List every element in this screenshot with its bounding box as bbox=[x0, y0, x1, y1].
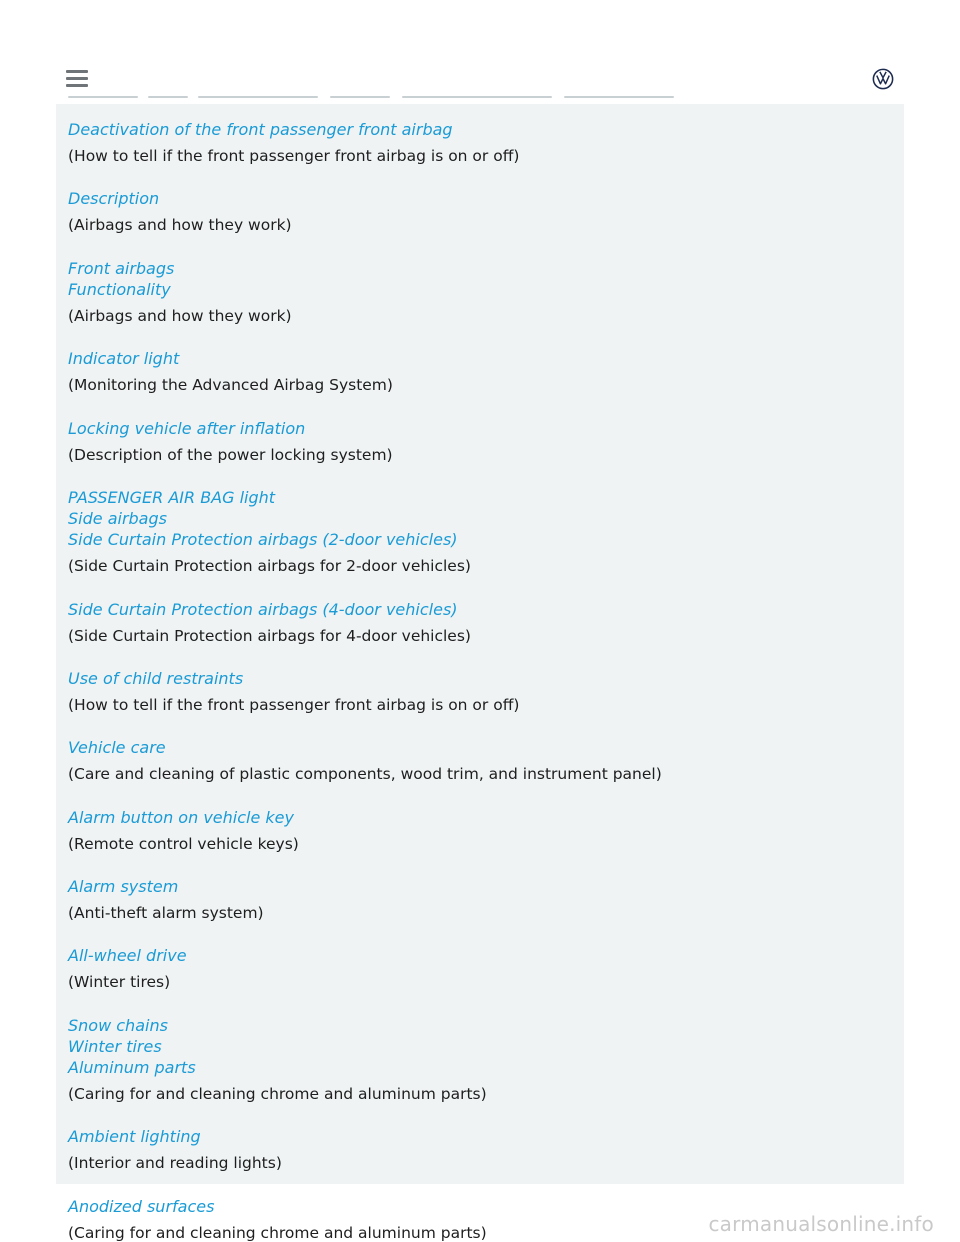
hamburger-menu-icon[interactable] bbox=[66, 69, 88, 89]
index-link[interactable]: Anodized surfaces bbox=[68, 1196, 215, 1216]
index-link[interactable]: Front airbags bbox=[68, 258, 175, 278]
index-link[interactable]: Functionality bbox=[68, 279, 171, 299]
index-description: (Winter tires) bbox=[68, 973, 171, 992]
index-link[interactable]: Vehicle care bbox=[68, 738, 166, 758]
index-link[interactable]: Description bbox=[68, 189, 160, 209]
index-description: (Side Curtain Protection airbags for 2-door vehicles) bbox=[68, 556, 471, 575]
index-link[interactable]: Alarm button on vehicle key bbox=[68, 807, 294, 827]
index-entry bbox=[68, 119, 892, 167]
index-link[interactable]: Winter tires bbox=[68, 1036, 162, 1056]
index-link[interactable]: Locking vehicle after inflation bbox=[68, 418, 306, 438]
index-link[interactable]: Side Curtain Protection airbags (4-door vehicles) bbox=[68, 599, 458, 619]
index-description: (How to tell if the front passenger front airbag is on or off) bbox=[68, 147, 520, 165]
index-link[interactable]: Use of child restraints bbox=[68, 669, 244, 688]
index-entry bbox=[68, 1015, 892, 1105]
index-link[interactable]: Ambient lighting bbox=[68, 1127, 201, 1147]
top-bar bbox=[56, 56, 904, 105]
index-entry bbox=[68, 418, 892, 466]
index-description: (Monitoring the Advanced Airbag System) bbox=[68, 376, 393, 395]
index-entry bbox=[68, 188, 892, 236]
index-description: (Airbags and how they work) bbox=[68, 216, 292, 235]
index-link[interactable]: All-wheel drive bbox=[68, 946, 187, 966]
index-link[interactable]: Side airbags bbox=[68, 508, 167, 528]
index-entry bbox=[68, 348, 892, 396]
index-description: (Side Curtain Protection airbags for 4-door vehicles) bbox=[68, 626, 471, 645]
index-description: (Remote control vehicle keys) bbox=[68, 834, 299, 853]
index-description: (Care and cleaning of plastic components, wood trim, and instrument panel) bbox=[68, 765, 662, 784]
index-description: (Caring for and cleaning chrome and aluminum parts) bbox=[68, 1223, 487, 1242]
index-entry bbox=[68, 945, 892, 993]
index-link[interactable]: Indicator light bbox=[68, 349, 180, 369]
index-entry bbox=[68, 599, 892, 647]
index-entry bbox=[68, 807, 892, 855]
index-entry bbox=[68, 737, 892, 785]
index-link[interactable]: Snow chains bbox=[68, 1015, 168, 1035]
index-link[interactable]: Aluminum parts bbox=[68, 1057, 196, 1077]
index-entry bbox=[68, 668, 892, 716]
index-description: (Interior and reading lights) bbox=[68, 1154, 282, 1173]
site-watermark: carmanualsonline.info bbox=[708, 1212, 934, 1236]
index-description: (Description of the power locking system) bbox=[68, 445, 393, 464]
clipped-previous-text bbox=[68, 96, 678, 98]
index-link[interactable]: Alarm system bbox=[68, 876, 179, 896]
vw-logo-icon[interactable] bbox=[872, 68, 894, 90]
index-description: (Airbags and how they work) bbox=[68, 306, 292, 325]
index-description: (How to tell if the front passenger front airbag is on or off) bbox=[68, 696, 520, 714]
index-description: (Anti-theft alarm system) bbox=[68, 903, 264, 922]
index-entry bbox=[68, 258, 892, 327]
index-entry bbox=[68, 876, 892, 924]
index-link[interactable]: Deactivation of the front passenger front airbag bbox=[68, 120, 453, 139]
index-entry bbox=[68, 487, 892, 577]
index-entry bbox=[68, 1126, 892, 1174]
index-link[interactable]: Side Curtain Protection airbags (2-door vehicles) bbox=[68, 529, 458, 549]
index-description: (Caring for and cleaning chrome and aluminum parts) bbox=[68, 1084, 487, 1103]
index-link[interactable]: PASSENGER AIR BAG light bbox=[68, 487, 276, 507]
